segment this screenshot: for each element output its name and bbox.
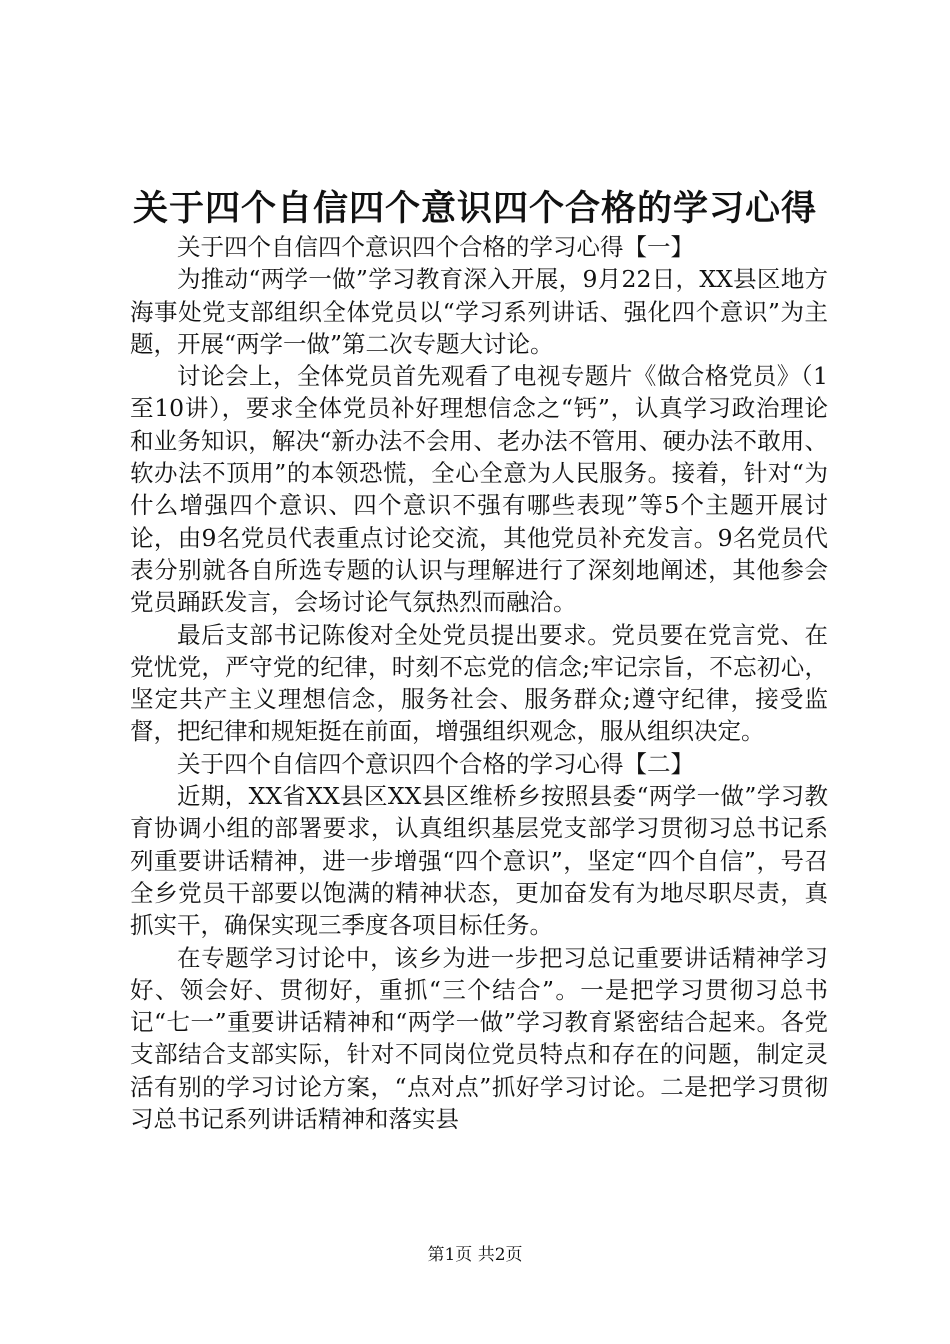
paragraph: 讨论会上，全体党员首先观看了电视专题片《做合格党员》（1至10讲），要求全体党员补好理想信念之“钙”，认真学习政治理论和业务知识，解决“新办法不会用、老办法不管用、硬办法不敢用、软办法不顶用”的本领恐慌，全心全意为人民服务。接着，针对“为什么增强四个意识、四个意识不强有哪些表现”等5个主题开展讨论，由9名党员代表重点讨论交流，其他党员补充发言。9名党员代表分别就各自所选专题的认识与理解进行了深刻地阐述，其他参会党员踊跃发言，会场讨论气氛热烈而融洽。 bbox=[130, 362, 828, 617]
document-body bbox=[130, 231, 828, 1135]
section-heading-1: 关于四个自信四个意识四个合格的学习心得【一】 bbox=[177, 233, 694, 261]
paragraph: 近期，XX省XX县区XX县区维桥乡按照县委“两学一做”学习教育协调小组的部署要求，认真组织基层党支部学习贯彻习总书记系列重要讲话精神，进一步增强“四个意识”，坚定“四个自信”，号召全乡党员干部要以饱满的精神状态，更加奋发有为地尽职尽责，真抓实干，确保实现三季度各项目标任务。 bbox=[130, 782, 828, 940]
section-heading-2: 关于四个自信四个意识四个合格的学习心得【二】 bbox=[177, 749, 694, 778]
paragraph: 为推动“两学一做”学习教育深入开展，9月22日，XX县区地方海事处党支部组织全体党员以“学习系列讲话、强化四个意识”为主题，开展“两学一做”第二次专题大讨论。 bbox=[130, 265, 828, 358]
paragraph: 最后支部书记陈俊对全处党员提出要求。党员要在党言党、在党忧党，严守党的纪律，时刻不忘党的信念;牢记宗旨，不忘初心，坚定共产主义理想信念，服务社会、服务群众;遵守纪律，接受监督，把纪律和规矩挺在前面，增强组织观念，服从组织决定。 bbox=[130, 620, 828, 746]
page-footer: 第1页 共2页 bbox=[427, 1245, 523, 1265]
document-title: 关于四个自信四个意识四个合格的学习心得 bbox=[132, 188, 817, 229]
paragraph: 在专题学习讨论中，该乡为进一步把习总记重要讲话精神学习好、领会好、贯彻好，重抓“三个结合”。一是把学习贯彻习总书记“七一”重要讲话精神和“两学一做”学习教育紧密结合起来。各党支部结合支部实际，针对不同岗位党员特点和存在的问题，制定灵活有别的学习讨论方案，“点对点”抓好学习讨论。二是把学习贯彻习总书记系列讲话精神和落实县 bbox=[130, 943, 828, 1134]
